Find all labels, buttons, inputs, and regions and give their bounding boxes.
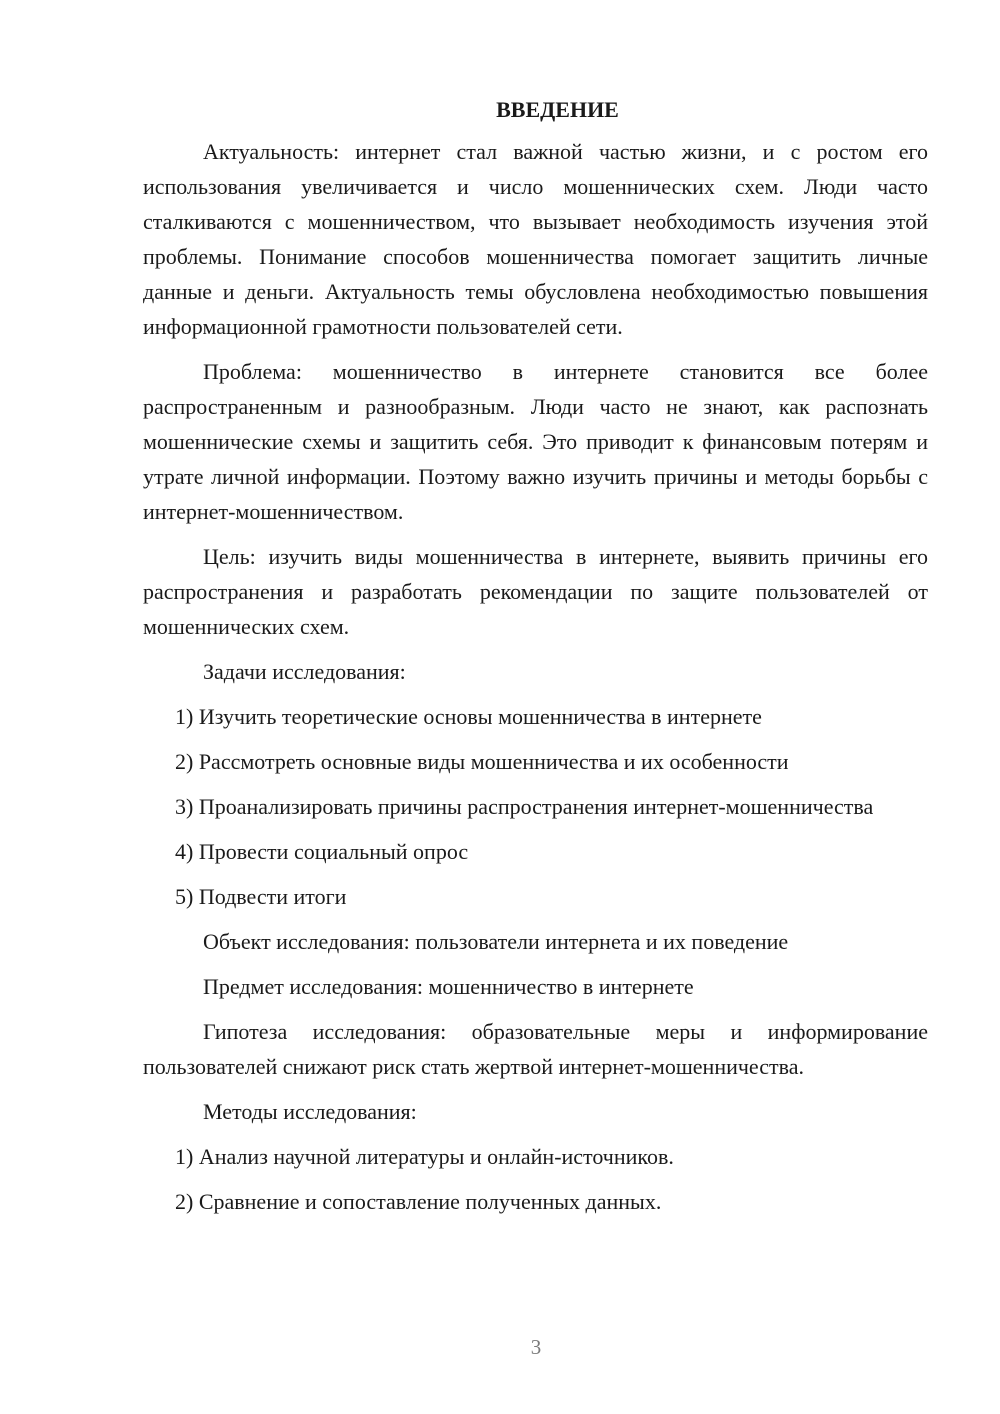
task-item: 4) Провести социальный опрос bbox=[175, 839, 469, 864]
hypothesis-paragraph: Гипотеза исследования: образовательные меры и информирование пользователей снижают риск стать жертвой интернет-мошенничества. bbox=[143, 1019, 928, 1079]
task-item: 1) Изучить теоретические основы мошенничества в интернете bbox=[175, 704, 762, 729]
tasks-heading: Задачи исследования: bbox=[203, 659, 406, 684]
section-title: ВВЕДЕНИЕ bbox=[496, 97, 619, 122]
methods-heading: Методы исследования: bbox=[203, 1099, 417, 1124]
page-number: 3 bbox=[530, 1335, 542, 1359]
subject-line: Предмет исследования: мошенничество в интернете bbox=[203, 974, 694, 999]
method-item: 2) Сравнение и сопоставление полученных данных. bbox=[175, 1189, 662, 1214]
task-item: 2) Рассмотреть основные виды мошенничества и их особенности bbox=[175, 749, 789, 774]
relevance-paragraph: Актуальность: интернет стал важной частью жизни, и с ростом его использования увеличивается и число мошеннических схем. Люди часто сталкиваются с мошенничеством, что вызывает необходимость изучения этой проблемы. Понимание способов мошенничества помогает защитить личные данные и деньги. Актуальность темы обусловлена необходимостью повышения информационной грамотности пользователей сети. bbox=[143, 139, 928, 339]
goal-paragraph: Цель: изучить виды мошенничества в интернете, выявить причины его распространения и разработать рекомендации по защите пользователей от мошеннических схем. bbox=[143, 544, 928, 639]
method-item: 1) Анализ научной литературы и онлайн-источников. bbox=[175, 1144, 674, 1169]
problem-paragraph: Проблема: мошенничество в интернете становится все более распространенным и разнообразным. Люди часто не знают, как распознать мошеннические схемы и защитить себя. Это приводит к финансовым потерям и утрате личной информации. Поэтому важно изучить причины и методы борьбы с интернет-мошенничеством. bbox=[143, 359, 928, 524]
task-item: 3) Проанализировать причины распространения интернет-мошенничества bbox=[175, 794, 874, 819]
task-item: 5) Подвести итоги bbox=[175, 884, 347, 909]
page-content bbox=[143, 92, 928, 1229]
object-line: Объект исследования: пользователи интернета и их поведение bbox=[203, 929, 789, 954]
